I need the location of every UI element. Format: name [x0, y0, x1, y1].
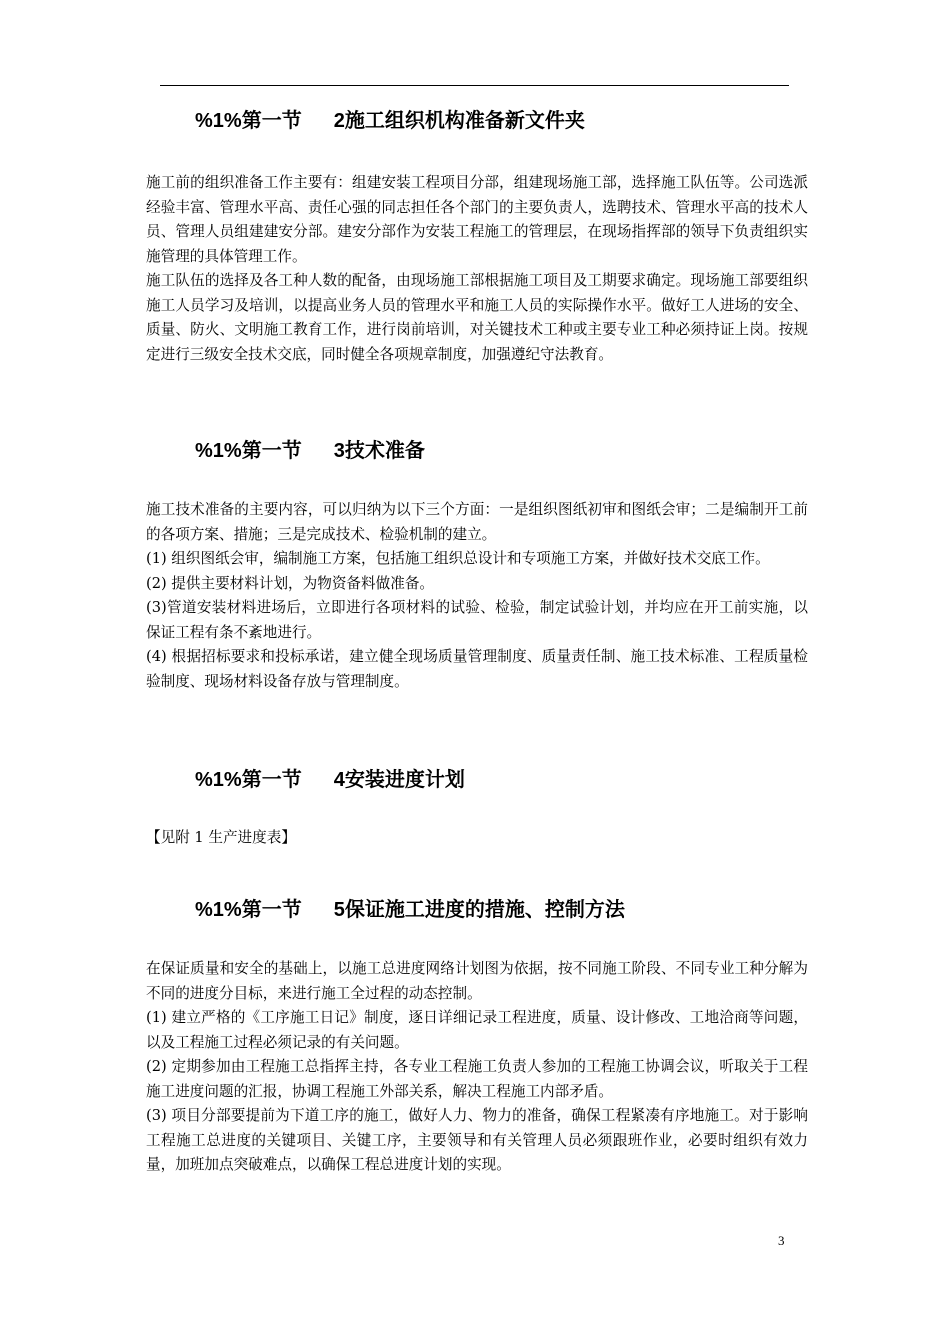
- section-heading-title: 5保证施工进度的措施、控制方法: [333, 899, 625, 921]
- section-body-1: [146, 171, 808, 367]
- section-heading-prefix: %1%第一节: [195, 440, 302, 462]
- paragraph: 【见附 1 生产进度表】: [146, 829, 296, 846]
- paragraph: (1) 建立严格的《工序施工日记》制度，逐日详细记录工程进度，质量、设计修改、工地洽商等问题，以及工程施工过程必须记录的有关问题。: [146, 1009, 808, 1051]
- section-heading-title: 4安装进度计划: [333, 769, 465, 791]
- paragraph: 施工前的组织准备工作主要有：组建安装工程项目分部，组建现场施工部，选择施工队伍等。公司选派经验丰富、管理水平高、责任心强的同志担任各个部门的主要负责人，选聘技术、管理水平高的技术人员、管理人员组建建安分部。建安分部作为安装工程施工的管理层，在现场指挥部的领导下负责组织实施管理的具体管理工作。: [146, 174, 808, 265]
- section-body-2: [146, 498, 808, 694]
- paragraph: 施工技术准备的主要内容，可以归纳为以下三个方面：一是组织图纸初审和图纸会审；二是编制开工前的各项方案、措施；三是完成技术、检验机制的建立。: [146, 501, 808, 543]
- section-body-3: [146, 826, 808, 851]
- section-heading-title: 2施工组织机构准备新文件夹: [333, 110, 585, 132]
- paragraph: (4) 根据招标要求和投标承诺，建立健全现场质量管理制度、质量责任制、施工技术标准、工程质量检验制度、现场材料设备存放与管理制度。: [146, 648, 808, 690]
- page-number: 3: [778, 1233, 785, 1248]
- section-body-4: [146, 957, 808, 1178]
- paragraph: 在保证质量和安全的基础上，以施工总进度网络计划图为依据，按不同施工阶段、不同专业工种分解为不同的进度分目标，来进行施工全过程的动态控制。: [146, 960, 808, 1002]
- section-heading-1: [195, 108, 585, 134]
- paragraph: (3) 项目分部要提前为下道工序的施工，做好人力、物力的准备，确保工程紧凑有序地施工。对于影响工程施工总进度的关键项目、关键工序，主要领导和有关管理人员必须跟班作业，必要时组织有效力量，加班加点突破难点，以确保工程总进度计划的实现。: [146, 1107, 808, 1173]
- paragraph: 施工队伍的选择及各工种人数的配备，由现场施工部根据施工项目及工期要求确定。现场施工部要组织施工人员学习及培训，以提高业务人员的管理水平和施工人员的实际操作水平。做好工人进场的安全、质量、防火、文明施工教育工作，进行岗前培训，对关键技术工种或主要专业工种必须持证上岗。按规定进行三级安全技术交底，同时健全各项规章制度，加强遵纪守法教育。: [146, 272, 808, 363]
- section-heading-prefix: %1%第一节: [195, 899, 302, 921]
- section-heading-4: [195, 897, 625, 923]
- section-heading-prefix: %1%第一节: [195, 769, 302, 791]
- section-heading-2: [195, 438, 425, 464]
- paragraph: (2) 提供主要材料计划，为物资备料做准备。: [146, 574, 435, 592]
- section-heading-title: 3技术准备: [333, 440, 425, 462]
- header-rule: [160, 85, 789, 86]
- section-heading-3: [195, 767, 465, 793]
- paragraph: (3)管道安装材料进场后，立即进行各项材料的试验、检验，制定试验计划，并均应在开工前实施，以保证工程有条不紊地进行。: [146, 599, 808, 641]
- section-heading-prefix: %1%第一节: [195, 110, 302, 132]
- paragraph: (2) 定期参加由工程施工总指挥主持，各专业工程施工负责人参加的工程施工协调会议，听取关于工程施工进度问题的汇报，协调工程施工外部关系，解决工程施工内部矛盾。: [146, 1058, 808, 1100]
- paragraph: (1) 组织图纸会审，编制施工方案，包括施工组织总设计和专项施工方案，并做好技术交底工作。: [146, 550, 770, 567]
